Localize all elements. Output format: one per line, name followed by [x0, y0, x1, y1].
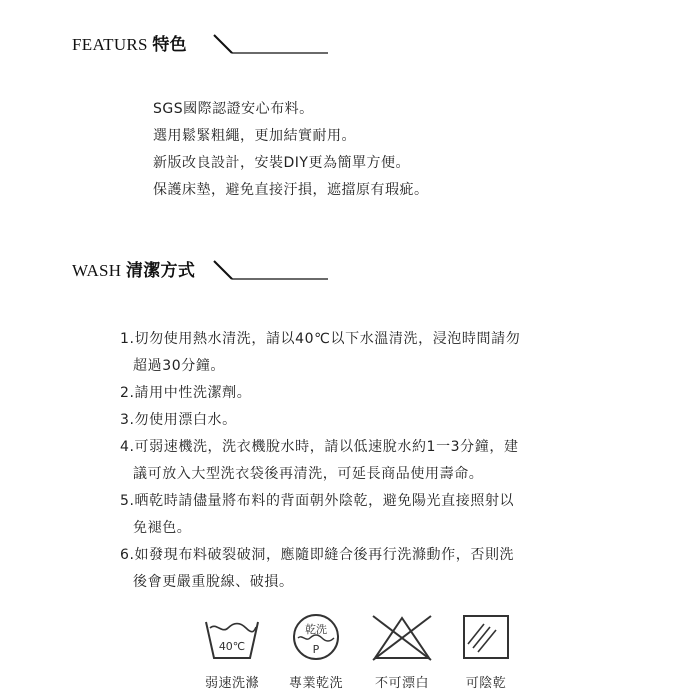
- care-symbol-dry-clean: [276, 612, 356, 691]
- list-item: 6.如發現布料破裂破洞，應隨即縫合後再行洗滌動作，否則洗 後會更嚴重脫線、破損。: [120, 547, 515, 590]
- list-item: 選用鬆緊粗繩，更加結實耐用。: [153, 128, 356, 144]
- list-item: 4.可弱速機洗，洗衣機脫水時，請以低速脫水約1一3分鐘，建 議可放入大型洗衣袋後再清洗，可延長商品使用壽命。: [120, 439, 519, 482]
- care-symbol-label: 可陰乾: [465, 676, 507, 691]
- care-symbol-label: 不可漂白: [374, 676, 429, 691]
- svg-text:40℃: 40℃: [218, 640, 246, 653]
- list-item: 2.請用中性洗潔劑。: [120, 385, 252, 401]
- care-symbols-row: [192, 612, 532, 692]
- no-bleach-icon: [367, 612, 437, 662]
- care-symbol-wash: [192, 612, 272, 691]
- list-item: 1.切勿使用熱水清洗，請以40℃以下水溫清洗，浸泡時間請勿 超過30分鐘。: [120, 331, 521, 374]
- list-item: 5.晒乾時請儘量將布料的背面朝外陰乾，避免陽光直接照射以 免褪色。: [120, 493, 515, 536]
- wash-title: WASH 清潔方式: [72, 261, 196, 280]
- list-item: SGS國際認證安心布料。: [153, 101, 314, 117]
- wash-tub-40c-icon: [200, 612, 264, 662]
- care-symbol-shade-dry: [446, 612, 526, 691]
- care-symbol-label: 弱速洗滌: [204, 676, 259, 691]
- care-symbol-label: 專業乾洗: [288, 676, 343, 691]
- wash-instructions-list: [120, 326, 590, 596]
- svg-text:P: P: [312, 643, 320, 656]
- features-list: [153, 96, 429, 204]
- shade-dry-icon: [454, 612, 518, 662]
- list-item: 新版改良設計，安裝DIY更為簡單方便。: [153, 155, 410, 171]
- features-title: FEATURS 特色: [72, 35, 187, 54]
- list-item: 3.勿使用漂白水。: [120, 412, 237, 428]
- care-symbol-no-bleach: [362, 612, 442, 691]
- list-item: 保護床墊，避免直接汙損，遮擋原有瑕疵。: [153, 182, 429, 198]
- svg-text:乾洗: 乾洗: [305, 623, 327, 636]
- features-section-header: [72, 33, 332, 57]
- wash-section-header: [72, 259, 332, 283]
- dry-clean-p-icon: [284, 612, 348, 662]
